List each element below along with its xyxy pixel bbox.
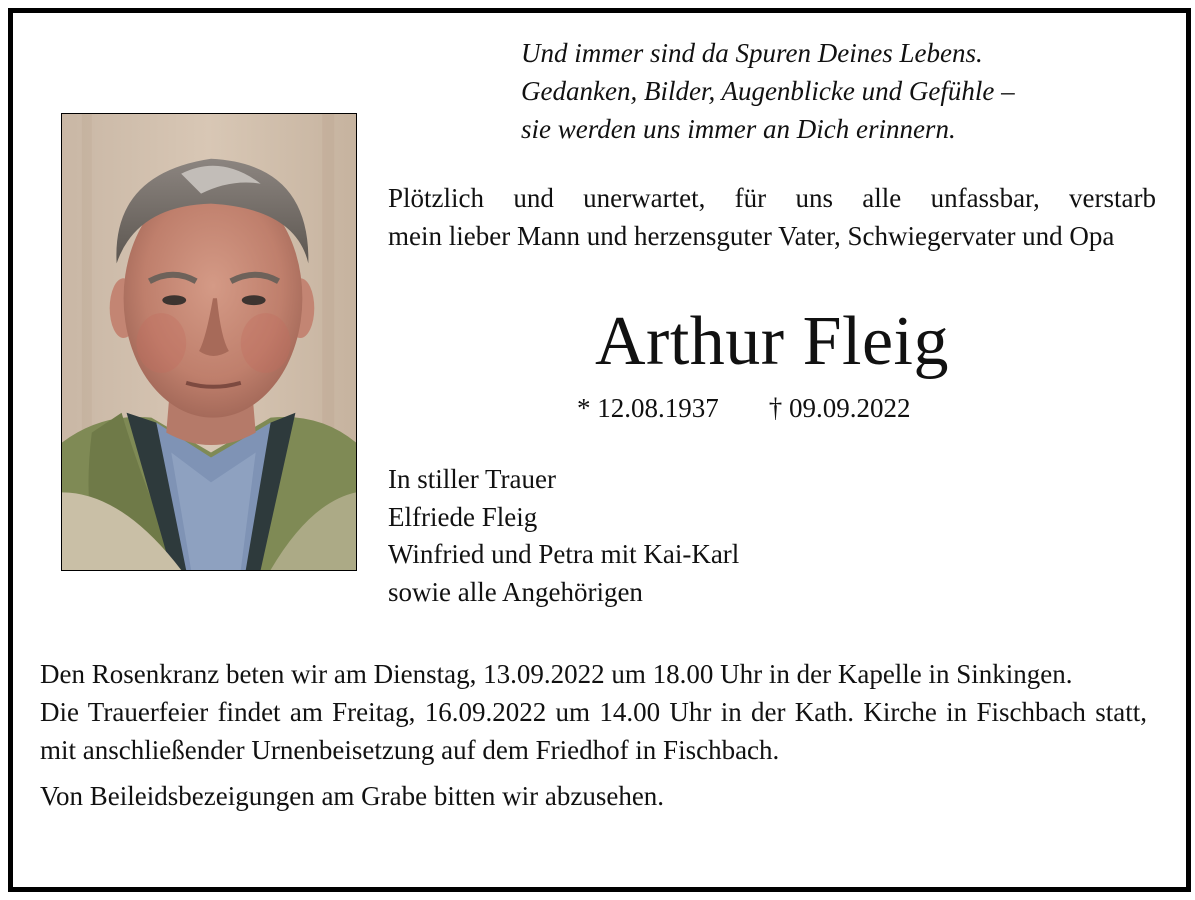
mourner-line: sowie alle Angehörigen (388, 576, 643, 607)
funeral-notice: Die Trauerfeier findet am Freitag, 16.09.2022 um 14.00 Uhr in der Kath. Kirche in Fischbach statt, mit anschließender Urnenbeisetzung auf dem Friedhof in Fischbach. (40, 697, 1147, 765)
death-date: † 09.09.2022 (768, 393, 911, 423)
portrait-image (62, 114, 356, 570)
motto-line: Und immer sind da Spuren Deines Lebens. (521, 38, 983, 68)
intro-text (388, 180, 1156, 255)
motto-line: sie werden uns immer an Dich erinnern. (521, 114, 956, 144)
mourners-list (388, 461, 739, 611)
intro-line: mein lieber Mann und herzensguter Vater, Schwiegervater und Opa (388, 220, 1115, 251)
mourner-line: Winfried und Petra mit Kai-Karl (388, 539, 740, 569)
mourner-line: In stiller Trauer (388, 464, 556, 494)
service-notice (40, 655, 1147, 815)
intro-line: Plötzlich und unerwartet, für uns alle unfassbar, verstarb (388, 183, 1156, 213)
birth-date: * 12.08.1937 (577, 393, 719, 423)
life-dates (577, 390, 911, 426)
rosary-notice: Den Rosenkranz beten wir am Dienstag, 13.09.2022 um 18.00 Uhr in der Kapelle in Sinkingen. (40, 659, 1073, 689)
deceased-name: Arthur Fleig (594, 303, 950, 380)
portrait-photo (61, 113, 357, 571)
motto-verse (521, 34, 1141, 148)
motto-line: Gedanken, Bilder, Augenblicke und Gefühle – (521, 76, 1015, 106)
condolence-notice: Von Beileidsbezeigungen am Grabe bitten wir abzusehen. (40, 781, 665, 811)
mourner-line: Elfriede Fleig (388, 501, 538, 532)
